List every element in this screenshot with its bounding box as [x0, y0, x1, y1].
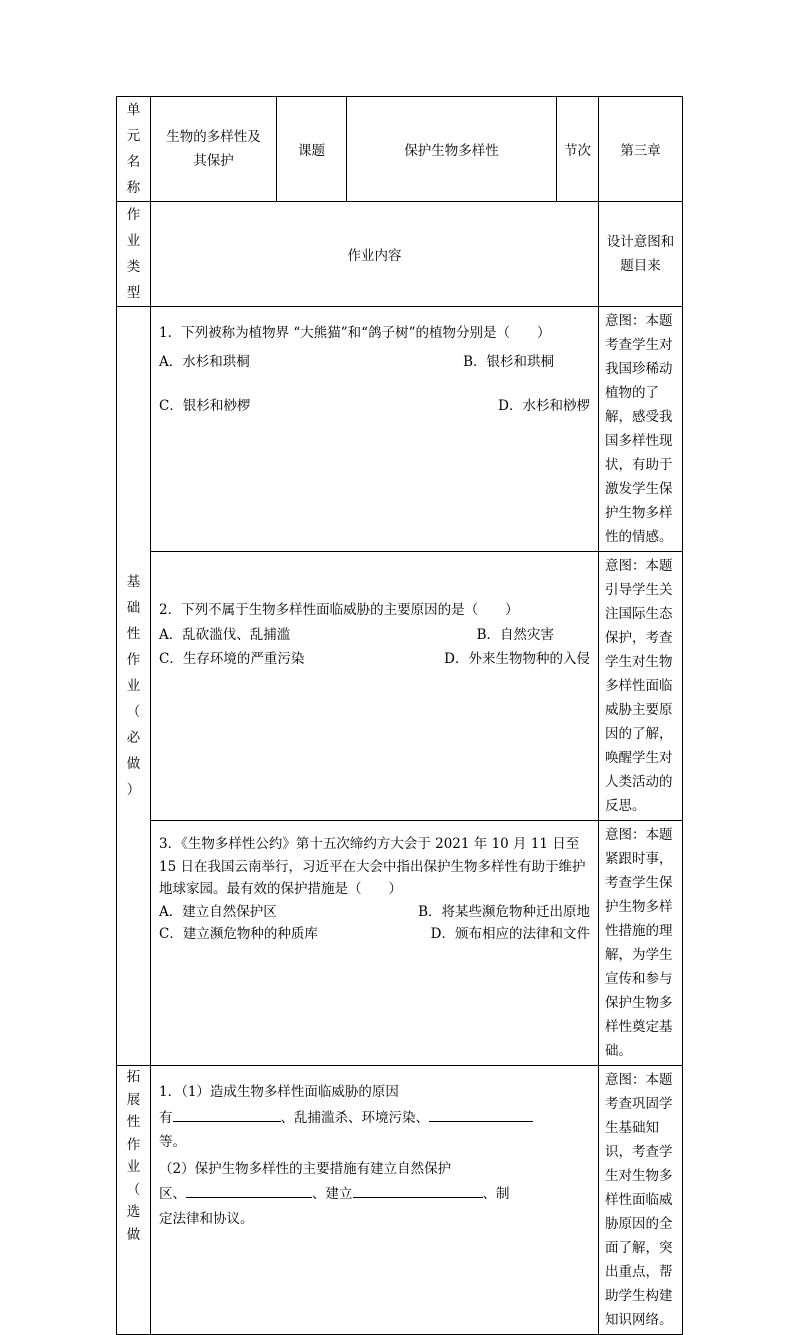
option-b: B．将某些濒危物种迁出原地 [418, 903, 590, 920]
type-label-cell [117, 202, 151, 307]
unit-label-cell [117, 97, 151, 202]
type-label-char: 作 [126, 207, 141, 223]
options-row [159, 647, 590, 672]
option-d: D．外来生物物种的入侵 [444, 651, 590, 667]
lesson-label: 课题 [277, 97, 347, 202]
basic-label-char: 必 [126, 730, 141, 746]
option-a: A．乱砍滥伐、乱捕滥 [159, 626, 291, 643]
fill-text: 、制 [482, 1186, 510, 1202]
option-a: A．水杉和珙桐 [159, 353, 250, 370]
extended-label-char: 拓 [126, 1069, 141, 1085]
question-cell [151, 821, 599, 1066]
unit-label-char: 单 [126, 102, 141, 118]
question-cell [151, 1066, 599, 1335]
fill-text: 等。 [159, 1134, 186, 1150]
lesson-name: 保护生物多样性 [347, 97, 557, 202]
type-row [117, 202, 683, 307]
options-row [159, 350, 590, 375]
homework-table [116, 96, 683, 1335]
options-row [159, 623, 590, 648]
section-label: 节次 [557, 97, 599, 202]
fill-text: 定法律和协议。 [159, 1210, 254, 1227]
option-c: C．生存环境的严重污染 [159, 651, 305, 667]
unit-label-char: 元 [126, 128, 141, 144]
options-row [159, 901, 590, 924]
option-d: D．颁布相应的法律和文件 [430, 926, 590, 942]
extended-label-char: 做 [126, 1226, 141, 1243]
option-c: C．建立濒危物种的种质库 [159, 926, 318, 942]
type-label-char: 型 [126, 285, 141, 301]
unit-name: 生物的多样性及其保护 [151, 97, 277, 202]
extended-label-char: 展 [126, 1091, 141, 1108]
header-row [117, 97, 683, 202]
option-c: C．银杉和桫椤 [159, 398, 251, 414]
unit-label-char: 称 [126, 180, 141, 196]
basic-question-row [117, 552, 683, 821]
fill-blank[interactable] [353, 1181, 483, 1198]
unit-label-char: 名 [126, 154, 141, 170]
fill-text: 、建立 [312, 1186, 353, 1202]
options-row [159, 394, 590, 419]
option-b: B．银杉和珙桐 [463, 353, 554, 370]
options-row [159, 923, 590, 946]
section-value: 第三章 [599, 97, 683, 202]
basic-label-char: 性 [126, 626, 141, 642]
basic-label-char: 基 [126, 574, 141, 590]
basic-label-char: 础 [126, 600, 141, 616]
fill-blank[interactable] [186, 1181, 312, 1198]
option-b: B．自然灾害 [476, 626, 554, 643]
extended-label-char: 选 [126, 1204, 141, 1220]
intent-cell: 意图：本题考查学生对我国珍稀动植物的了解，感受我国多样性现状，有助于激发学生保护生物多样性的情感。 [599, 307, 683, 552]
question-cell [151, 307, 599, 552]
fill-blank[interactable] [429, 1105, 533, 1122]
fill-question-2-line [159, 1181, 590, 1207]
fill-question-1-intro: 1．（1）造成生物多样性面临威胁的原因 [159, 1084, 399, 1100]
basic-label-char: ） [126, 782, 141, 798]
intent-header: 设计意图和题目来 [599, 202, 683, 307]
fill-question-1-line [159, 1105, 590, 1131]
basic-label-char: 做 [126, 756, 141, 772]
extended-label-cell [117, 1066, 151, 1335]
basic-question-row [117, 307, 683, 552]
intent-cell: 意图：本题考查巩固学生基础知识，考查学生对生物多样性面临威胁原因的全面了解，突出重点，帮助学生构建知识网络。 [599, 1066, 683, 1335]
type-label-char: 业 [126, 233, 141, 249]
fill-question-2-intro: （2）保护生物多样性的主要措施有建立自然保护 [159, 1160, 452, 1177]
basic-label-cell [117, 307, 151, 1066]
question-cell [151, 552, 599, 821]
intent-cell: 意图：本题紧跟时事，考查学生保护生物多样性措施的理解，为学生宣传和参与保护生物多样性奠定基础。 [599, 821, 683, 1066]
extended-label-char: 性 [126, 1114, 141, 1130]
extended-question-row [117, 1066, 683, 1335]
fill-text: 区、 [159, 1186, 186, 1202]
question-stem: 1．下列被称为植物界 “大熊猫”和“鸽子树”的植物分别是（ ） [159, 325, 551, 341]
basic-question-row [117, 821, 683, 1066]
question-stem: 2．下列不属于生物多样性面临威胁的主要原因的是（ ） [159, 602, 519, 618]
basic-label-char: 作 [126, 652, 141, 668]
question-stem: 3．《生物多样性公约》第十五次缔约方大会于 2021 年 10 月 11 日至 15 日在我国云南举行，习近平在大会中指出保护生物多样性有助于维护地球家园。最有效的保护措施是（ ） [159, 836, 586, 897]
type-label-char: 类 [126, 259, 141, 275]
option-d: D．水杉和桫椤 [498, 398, 590, 414]
intent-cell: 意图：本题引导学生关注国际生态保护，考查学生对生物多样性面临威胁主要原因的了解，唤醒学生对人类活动的反思。 [599, 552, 683, 821]
basic-label-char: （ [126, 704, 141, 720]
extended-label-char: 业 [126, 1159, 141, 1175]
fill-text: 、乱捕滥杀、环境污染、 [280, 1109, 429, 1126]
option-a: A．建立自然保护区 [159, 903, 277, 920]
extended-label-char: （ [126, 1181, 141, 1198]
fill-blank[interactable] [173, 1105, 281, 1122]
basic-label-char: 业 [126, 678, 141, 694]
content-header: 作业内容 [151, 202, 599, 307]
extended-label-char: 作 [126, 1136, 141, 1153]
fill-text: 有 [159, 1109, 173, 1126]
